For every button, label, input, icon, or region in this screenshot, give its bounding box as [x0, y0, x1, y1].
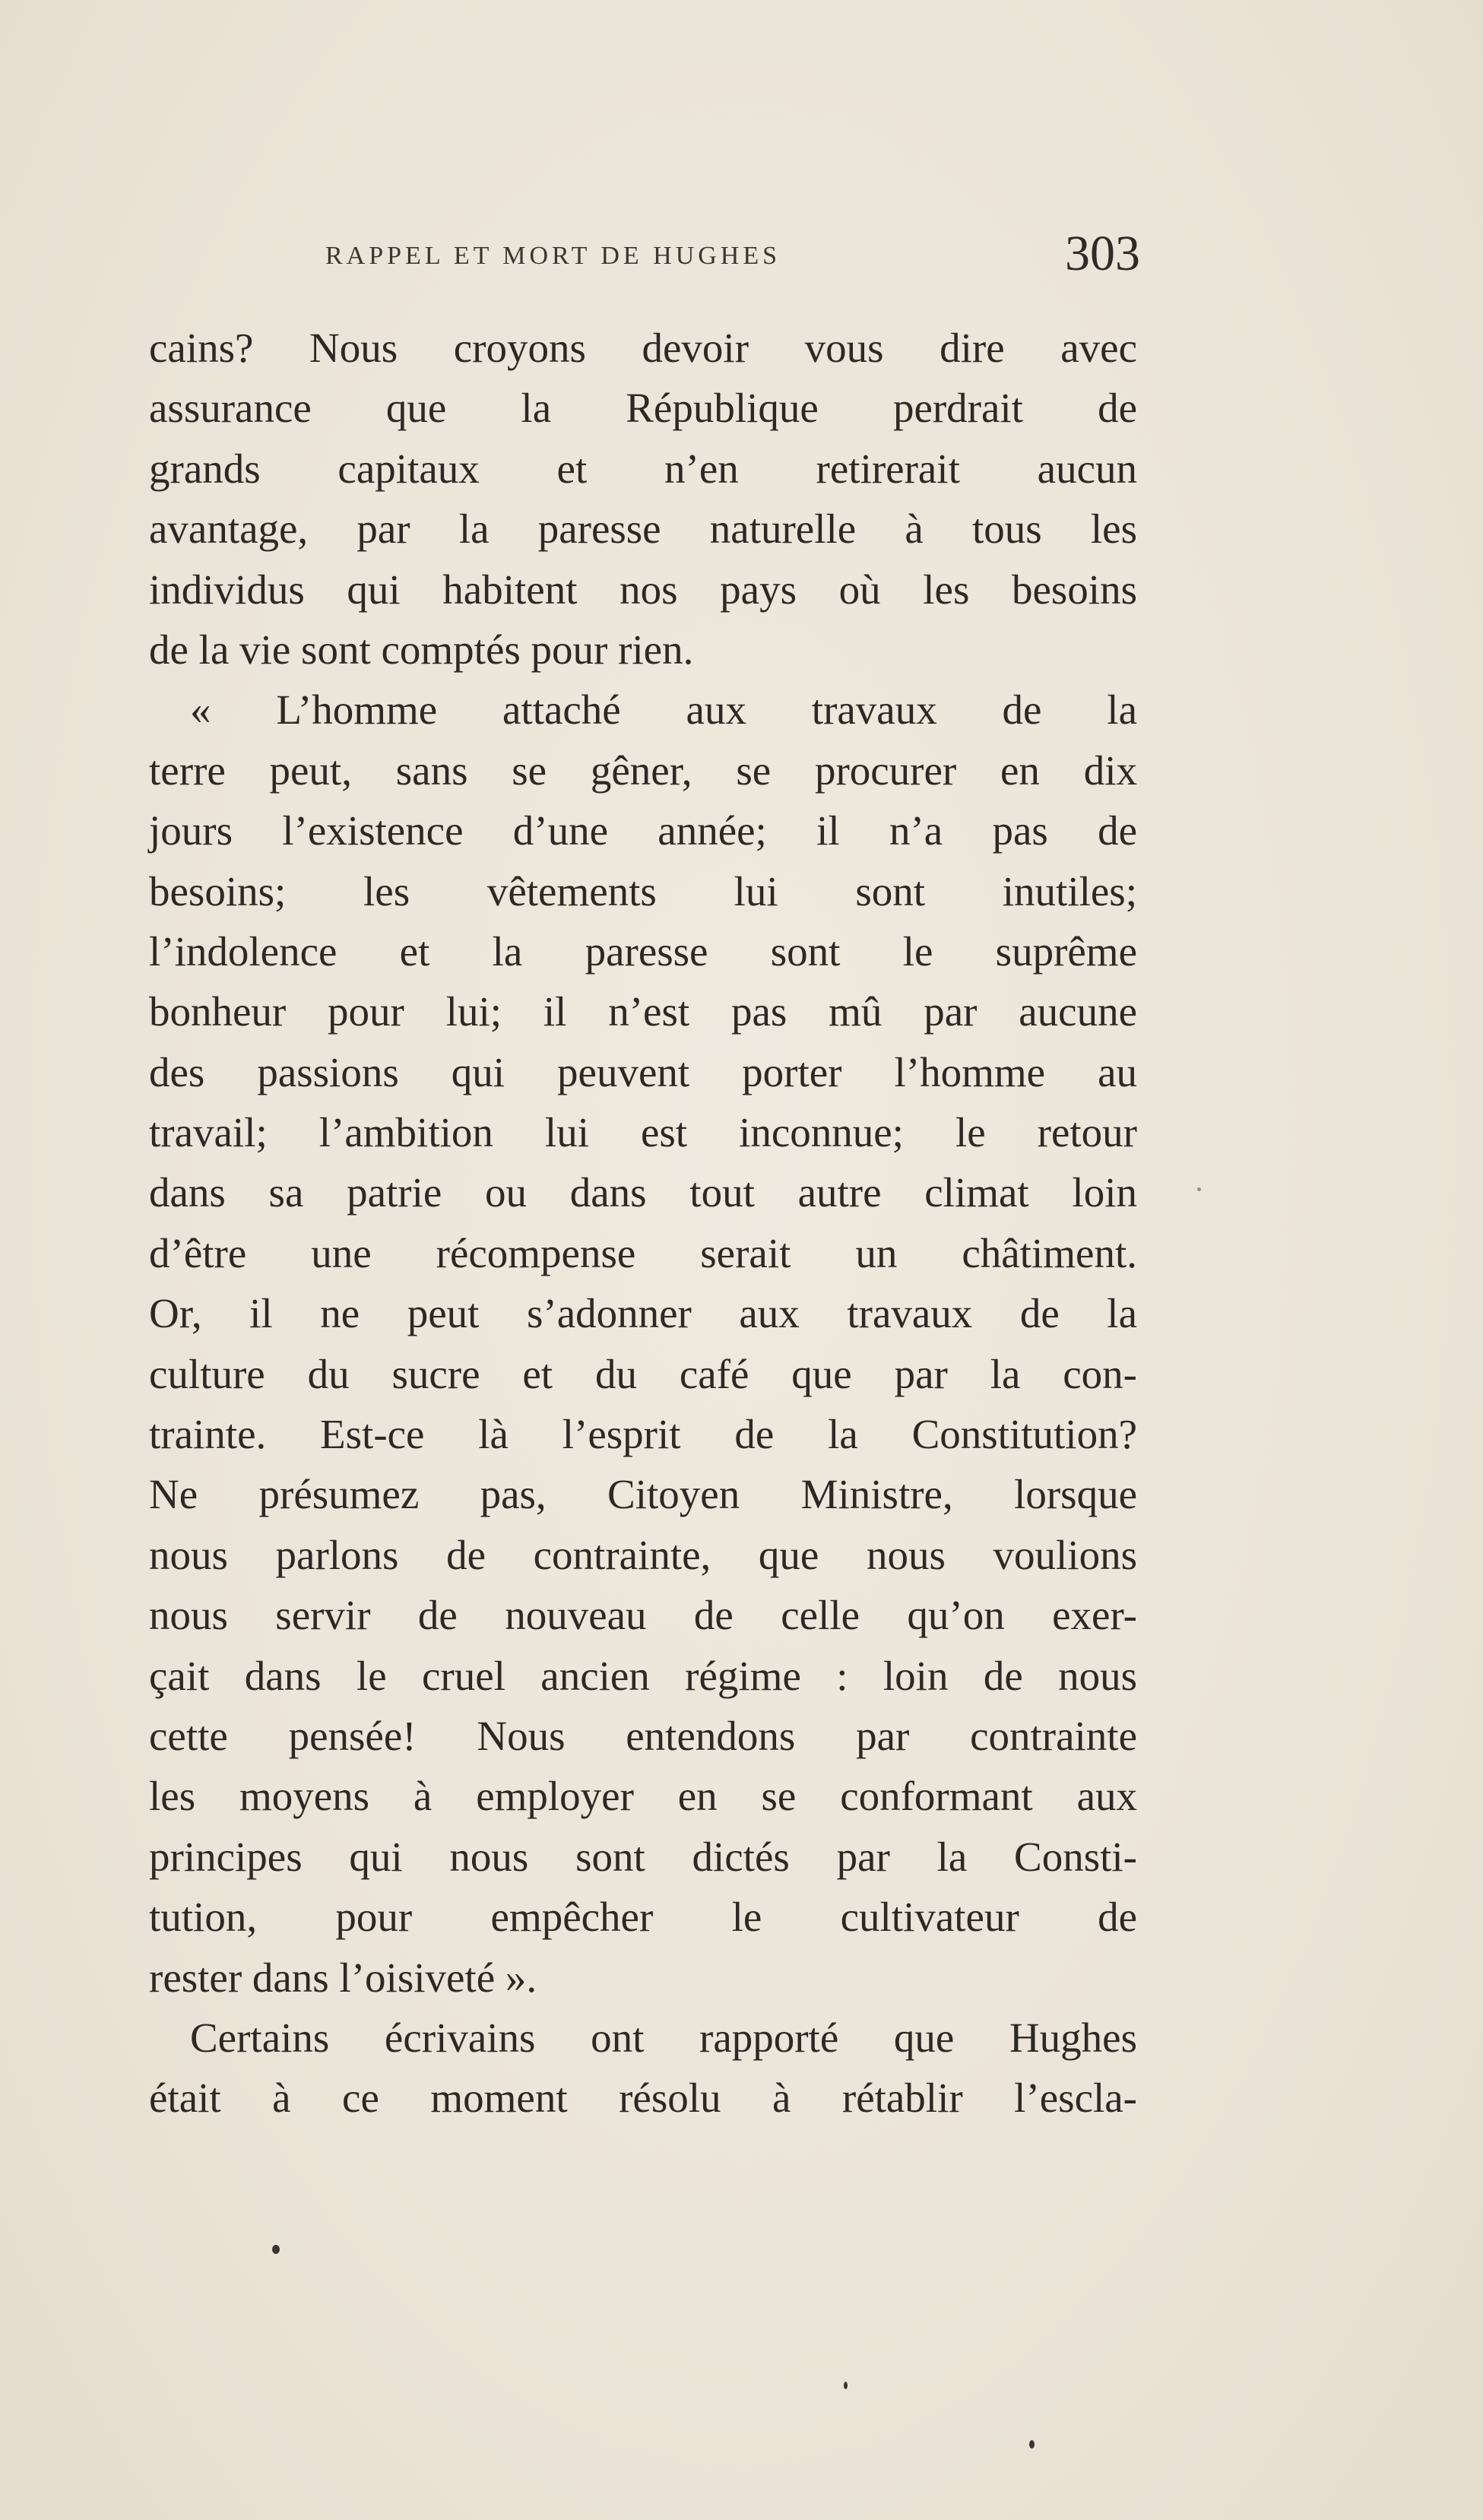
- ink-speck: [272, 2245, 280, 2254]
- text-line: terre peut, sans se gêner, se procurer en dix: [149, 746, 1137, 794]
- text-line: dans sa patrie ou dans tout autre climat loin: [149, 1169, 1137, 1216]
- text-line: les moyens à employer en se conformant aux: [149, 1773, 1137, 1820]
- text-line: trainte. Est-ce là l’esprit de la Constitution?: [149, 1411, 1137, 1458]
- text-line: d’être une récompense serait un châtiment.: [149, 1229, 1137, 1276]
- ink-speck: [1197, 1187, 1201, 1191]
- text-line: Certains écrivains ont rapporté que Hughes: [190, 2014, 1137, 2061]
- text-line: jours l’existence d’une année; il n’a pas de: [149, 807, 1137, 854]
- text-line: individus qui habitent nos pays où les besoins: [149, 566, 1137, 613]
- ink-speck: [844, 2382, 848, 2389]
- text-line: nous parlons de contrainte, que nous voulions: [149, 1531, 1137, 1578]
- body-text: [149, 318, 1137, 2129]
- text-line: nous servir de nouveau de celle qu’on exer-: [149, 1592, 1137, 1639]
- text-line: Or, il ne peut s’adonner aux travaux de la: [149, 1290, 1137, 1337]
- text-line: de la vie sont comptés pour rien.: [149, 626, 694, 673]
- text-line: avantage, par la paresse naturelle à tous les: [149, 506, 1137, 553]
- text-line: « L’homme attaché aux travaux de la: [190, 686, 1137, 734]
- text-line: grands capitaux et n’en retirerait aucun: [149, 445, 1137, 492]
- text-line: bonheur pour lui; il n’est pas mû par aucune: [149, 988, 1137, 1035]
- text-line: tution, pour empêcher le cultivateur de: [149, 1894, 1137, 1941]
- text-line: culture du sucre et du café que par la con-: [149, 1350, 1137, 1397]
- text-line: assurance que la République perdrait de: [149, 385, 1137, 432]
- text-line: principes qui nous sont dictés par la Consti-: [149, 1833, 1137, 1880]
- text-line: Ne présumez pas, Citoyen Ministre, lorsque: [149, 1471, 1137, 1518]
- text-line: çait dans le cruel ancien régime : loin de nous: [149, 1652, 1137, 1699]
- text-line: besoins; les vêtements lui sont inutiles;: [149, 867, 1137, 914]
- running-head: [325, 225, 1140, 286]
- text-line: travail; l’ambition lui est inconnue; le retour: [149, 1109, 1137, 1156]
- text-line: des passions qui peuvent porter l’homme au: [149, 1048, 1137, 1095]
- text-line: cains? Nous croyons devoir vous dire avec: [149, 325, 1137, 371]
- text-line: était à ce moment résolu à rétablir l’escla-: [149, 2075, 1137, 2122]
- running-title: RAPPEL ET MORT DE HUGHES: [325, 242, 781, 270]
- text-line: rester dans l’oisiveté ».: [149, 1954, 537, 2001]
- page-number: 303: [1065, 226, 1140, 281]
- ink-speck: [1029, 2440, 1035, 2449]
- text-line: cette pensée! Nous entendons par contrainte: [149, 1712, 1137, 1759]
- text-line: l’indolence et la paresse sont le suprême: [149, 927, 1137, 975]
